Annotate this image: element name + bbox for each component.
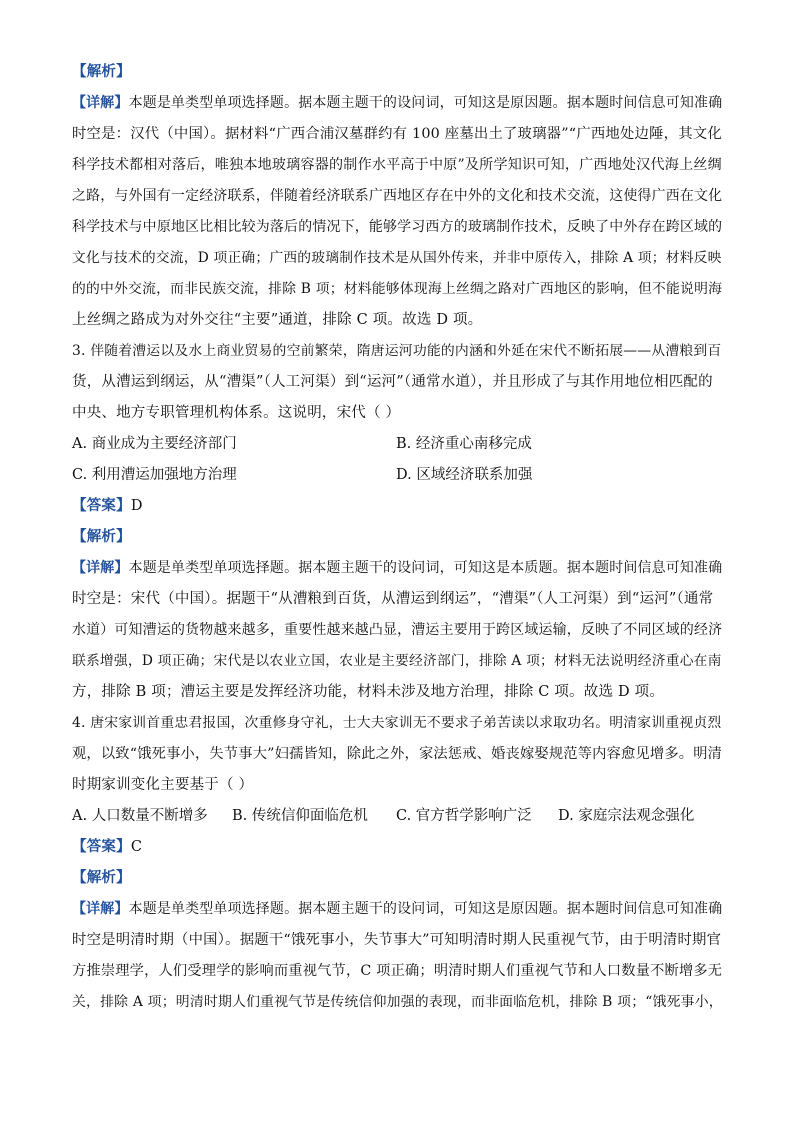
detail-tag: 【详解】 <box>72 95 129 111</box>
explanation-line: 时空是明清时期（中国）。据题干“饿死事小，失节事大”可知明清时期人民重视气节，由于明清时期官 <box>72 932 722 948</box>
explanation-line: 时空是：宋代（中国）。据题干“从漕粮到百货，从漕运到纲运”，“漕渠”（人工河渠）到“运河”（通常 <box>72 591 714 607</box>
q4-option-a: A. 人口数量不断增多 <box>72 808 208 824</box>
explanation-line: 上丝绸之路成为对外交往“主要”通道，排除 C 项。故选 D 项。 <box>72 312 483 328</box>
question-4-stem: 观，以致“饿死事小，失节事大”妇孺皆知，除此之外，家法惩戒、婚丧嫁娶规范等内容愈见增多。明清 <box>72 746 723 762</box>
q3-option-a: A. 商业成为主要经济部门 <box>72 436 237 452</box>
explanation-line: 关，排除 A 项；明清时期人们重视气节是传统信仰加强的表现，而非面临危机，排除 B 项；“饿死事小， <box>72 994 723 1010</box>
detail-tag: 【详解】 <box>72 901 129 917</box>
explanation-line: 之路，与外国有一定经济联系，伴随着经济联系广西地区存在中外的文化和技术交流，这使得广西在文化 <box>72 188 723 204</box>
explanation-line: 科学技术都相对落后，唯独本地玻璃容器的制作水平高于中原”及所学知识可知，广西地处汉代海上丝绸 <box>72 157 722 173</box>
explanation-line: 的的中外交流，而非民族交流，排除 B 项；材料能够体现海上丝绸之路对广西地区的影响，但不能说明海 <box>72 281 723 297</box>
explanation-line: 科学技术与中原地区比相比较为落后的情况下，能够学习西方的玻璃制作技术，反映了中外存在跨区域的 <box>72 219 723 235</box>
question-4-stem: 时期家训变化主要基于（ ） <box>72 777 254 793</box>
q4-option-b: B. 传统信仰面临危机 <box>232 808 368 824</box>
q3-option-b: B. 经济重心南移完成 <box>396 436 532 452</box>
question-3-stem: 中央、地方专职管理机构体系。这说明，宋代（ ） <box>72 405 401 421</box>
explanation-line: 时空是：汉代（中国）。据材料“广西合浦汉墓群约有 100 座墓出土了玻璃器”“广西地处边陲，其文化 <box>72 126 722 142</box>
analysis-heading: 【解析】 <box>72 63 131 80</box>
q4-option-c: C. 官方哲学影响广泛 <box>396 808 532 824</box>
explanation-line: 文化与技术的交流，D 项正确；广西的玻璃制作技术是从国外传来，并非中原传入，排除 A 项；材料反映 <box>72 250 722 266</box>
answer-tag: 【答案】 <box>72 838 131 855</box>
explanation-line: 联系增强，D 项正确；宋代是以农业立国，农业是主要经济部门，排除 A 项；材料无法说明经济重心在南 <box>72 653 722 669</box>
question-4-stem: 4. 唐宋家训首重忠君报国，次重修身守礼，士大夫家训无不要求子弟苦读以求取功名。明清家训重视贞烈 <box>72 715 722 731</box>
answer-value: C <box>130 839 143 855</box>
question-3-stem: 3. 伴随着漕运以及水上商业贸易的空前繁荣，隋唐运河功能的内涵和外延在宋代不断拓展——从漕粮到百 <box>72 343 722 359</box>
answer-tag: 【答案】 <box>72 497 131 514</box>
q3-option-d: D. 区域经济联系加强 <box>396 467 533 483</box>
question-3-stem: 货，从漕运到纲运，从“漕渠”（人工河渠）到“运河”（通常水道），并且形成了与其作用地位相匹配的 <box>72 374 713 390</box>
explanation-line: 方推崇理学，人们受理学的影响而重视气节，C 项正确；明清时期人们重视气节和人口数量不断增多无 <box>72 963 723 979</box>
detail-tag: 【详解】 <box>72 560 129 576</box>
analysis-heading: 【解析】 <box>72 869 131 886</box>
explanation-line: 【详解】本题是单类型单项选择题。据本题主题干的设问词，可知这是原因题。据本题时间信息可知准确 <box>72 95 723 111</box>
answer-value: D <box>130 498 143 514</box>
q3-answer <box>72 496 143 516</box>
analysis-heading: 【解析】 <box>72 528 131 545</box>
explanation-line: 【详解】本题是单类型单项选择题。据本题主题干的设问词，可知这是本质题。据本题时间信息可知准确 <box>72 560 723 576</box>
q3-option-c: C. 利用漕运加强地方治理 <box>72 467 237 483</box>
explanation-line: 方，排除 B 项；漕运主要是发挥经济功能，材料未涉及地方治理，排除 C 项。故选 D 项。 <box>72 684 665 700</box>
explanation-line: 【详解】本题是单类型单项选择题。据本题主题干的设问词，可知这是原因题。据本题时间信息可知准确 <box>72 901 723 917</box>
q4-answer <box>72 837 142 857</box>
q4-option-d: D. 家庭宗法观念强化 <box>558 808 695 824</box>
explanation-line: 水道）可知漕运的货物越来越多，重要性越来越凸显，漕运主要用于跨区域运输，反映了不同区域的经济 <box>72 622 723 638</box>
